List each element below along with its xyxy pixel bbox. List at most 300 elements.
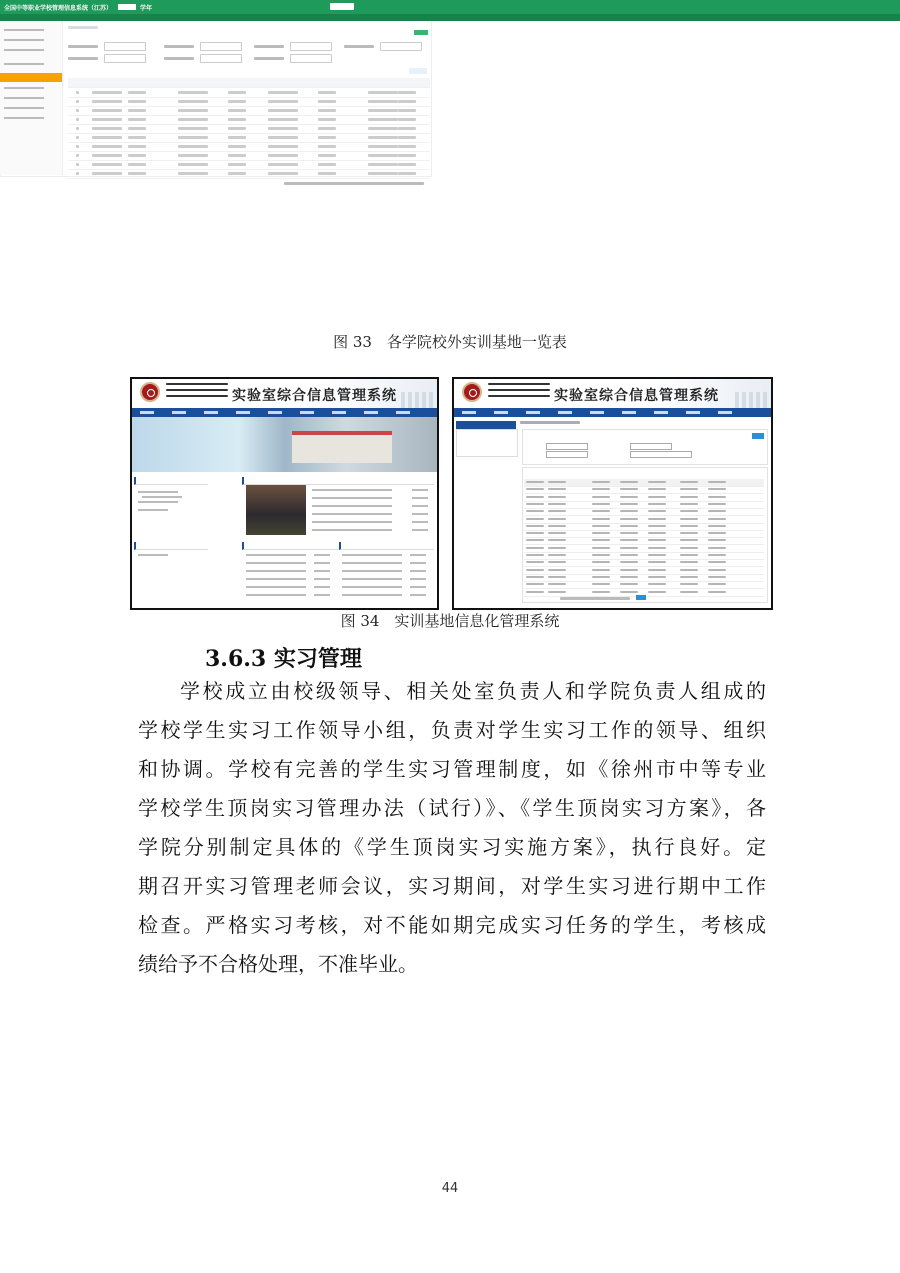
table-cell xyxy=(680,532,698,534)
table-cell xyxy=(620,569,638,571)
table-cell xyxy=(620,532,638,534)
table-cell xyxy=(92,145,122,148)
section-title xyxy=(134,477,208,485)
app-title: 全国中等职业学校管理信息系统（江苏） xyxy=(4,5,113,12)
table-cell xyxy=(708,503,726,505)
table-cell xyxy=(526,554,544,556)
news-item xyxy=(312,505,392,507)
table-cell xyxy=(76,127,79,130)
sidebar-active-item xyxy=(456,421,516,429)
body-paragraph xyxy=(138,675,766,987)
table-cell xyxy=(592,503,610,505)
table-cell xyxy=(648,481,666,483)
sidebar xyxy=(0,21,63,175)
section-title xyxy=(339,542,434,550)
table-cell xyxy=(648,554,666,556)
sidebar-item xyxy=(4,49,44,51)
breadcrumb xyxy=(68,26,98,29)
table-cell xyxy=(526,518,544,520)
table-cell xyxy=(128,154,146,157)
table-cell xyxy=(526,525,544,527)
table-cell xyxy=(92,109,122,112)
news-date xyxy=(412,505,428,507)
table-cell xyxy=(92,100,122,103)
notice-item xyxy=(246,562,306,564)
filter-label xyxy=(254,57,284,60)
regulation-date xyxy=(410,578,426,580)
regulation-item xyxy=(342,594,402,596)
table-cell xyxy=(548,583,566,585)
paragraph-line: 期召开实习管理老师会议，实习期间，对学生实习进行期中工作 xyxy=(138,874,766,898)
table-cell xyxy=(178,109,208,112)
table-header xyxy=(68,78,430,88)
table-cell xyxy=(708,554,726,556)
table-cell xyxy=(268,154,298,157)
filter-input xyxy=(200,54,242,63)
page-number: 44 xyxy=(441,1181,459,1196)
table-cell xyxy=(318,109,336,112)
news-date xyxy=(412,521,428,523)
table-cell xyxy=(648,576,666,578)
sidebar xyxy=(456,429,518,457)
table-cell xyxy=(398,163,416,166)
filter-input xyxy=(104,42,146,51)
table-cell xyxy=(526,481,544,483)
table-cell xyxy=(592,591,610,593)
table-cell xyxy=(76,172,79,175)
table-cell xyxy=(526,576,544,578)
table-cell xyxy=(620,496,638,498)
portal-nav xyxy=(132,408,437,417)
nav-item xyxy=(332,411,346,414)
table-cell xyxy=(548,591,566,593)
table-cell xyxy=(128,91,146,94)
table-cell xyxy=(680,539,698,541)
table-cell xyxy=(128,100,146,103)
table-cell xyxy=(178,163,208,166)
user-info-text xyxy=(138,554,168,556)
table-cell xyxy=(318,127,336,130)
table-cell xyxy=(592,518,610,520)
table-cell xyxy=(92,172,122,175)
table-cell xyxy=(398,172,416,175)
table-cell xyxy=(368,118,398,121)
notice-date xyxy=(314,578,330,580)
regulation-item xyxy=(342,578,402,580)
table-cell xyxy=(592,488,610,490)
table-cell xyxy=(318,172,336,175)
building-image xyxy=(292,431,392,463)
table-cell xyxy=(368,136,398,139)
header-button xyxy=(330,3,354,10)
table-cell xyxy=(708,539,726,541)
table-cell xyxy=(398,91,416,94)
table-cell xyxy=(548,569,566,571)
table-cell xyxy=(526,591,544,593)
table-cell xyxy=(548,488,566,490)
table-cell xyxy=(368,100,398,103)
paragraph-line: 学院分别制定具体的《学生顶岗实习实施方案》，执行良好。定 xyxy=(138,835,766,859)
table-cell xyxy=(548,576,566,578)
table-cell xyxy=(318,100,336,103)
table-cell xyxy=(268,100,298,103)
table-cell xyxy=(268,127,298,130)
table-cell xyxy=(268,118,298,121)
notice-item xyxy=(246,554,306,556)
user-info-text xyxy=(138,509,168,511)
table-cell xyxy=(592,576,610,578)
table-cell xyxy=(708,496,726,498)
banner-image xyxy=(132,417,437,472)
table-cell xyxy=(708,591,726,593)
table-cell xyxy=(318,91,336,94)
section-title xyxy=(134,542,208,550)
table-cell xyxy=(680,503,698,505)
table-cell xyxy=(680,488,698,490)
table-cell xyxy=(318,118,336,121)
table-cell xyxy=(592,510,610,512)
table-cell xyxy=(592,569,610,571)
table-cell xyxy=(526,510,544,512)
table-cell xyxy=(92,136,122,139)
table-cell xyxy=(398,118,416,121)
table-cell xyxy=(548,518,566,520)
sidebar-item xyxy=(4,39,44,41)
table-cell xyxy=(526,561,544,563)
table-cell xyxy=(76,118,79,121)
table-cell xyxy=(548,561,566,563)
table-cell xyxy=(648,583,666,585)
system-title: 实验室综合信息管理系统 xyxy=(232,388,397,404)
table-cell xyxy=(92,91,122,94)
notice-date xyxy=(314,570,330,572)
table-cell xyxy=(526,488,544,490)
table-cell xyxy=(620,481,638,483)
table-cell xyxy=(680,510,698,512)
lab-list-panel xyxy=(520,421,768,605)
notice-date xyxy=(314,554,330,556)
regulation-item xyxy=(342,554,402,556)
user-info-text xyxy=(142,496,182,498)
nav-item xyxy=(300,411,314,414)
figure-33-caption: 图 33 各学院校外实训基地一览表 xyxy=(333,333,567,351)
filter-label xyxy=(68,57,98,60)
news-date xyxy=(412,529,428,531)
skyline-graphic xyxy=(401,392,435,408)
paragraph-line: 学校学生顶岗实习管理办法（试行）》、《学生顶岗实习方案》，各 xyxy=(138,796,766,820)
table-cell xyxy=(128,136,146,139)
table-cell xyxy=(228,154,246,157)
table-cell xyxy=(548,539,566,541)
school-name-logo xyxy=(488,383,550,401)
main-panel xyxy=(64,22,430,175)
table-cell xyxy=(648,518,666,520)
table-cell xyxy=(592,561,610,563)
user-info-text xyxy=(138,501,178,503)
search-input xyxy=(630,451,692,458)
table-cell xyxy=(680,518,698,520)
table-cell xyxy=(592,532,610,534)
table-cell xyxy=(76,154,79,157)
table-cell xyxy=(708,481,726,483)
table-cell xyxy=(76,145,79,148)
top-nav xyxy=(0,14,432,21)
table-cell xyxy=(620,583,638,585)
regulation-date xyxy=(410,562,426,564)
nav-item xyxy=(140,411,154,414)
table-cell xyxy=(228,100,246,103)
news-date xyxy=(412,497,428,499)
regulation-date xyxy=(410,554,426,556)
table-cell xyxy=(680,591,698,593)
table-cell xyxy=(398,136,416,139)
table-cell xyxy=(708,525,726,527)
table-cell xyxy=(228,163,246,166)
table-cell xyxy=(708,532,726,534)
figure-33-screenshot xyxy=(0,0,432,177)
table-cell xyxy=(620,488,638,490)
table-cell xyxy=(648,561,666,563)
table-cell xyxy=(708,518,726,520)
table-cell xyxy=(708,488,726,490)
table-cell xyxy=(368,145,398,148)
sidebar-item xyxy=(4,97,44,99)
table-cell xyxy=(680,496,698,498)
table-cell xyxy=(708,576,726,578)
portal-header xyxy=(132,379,437,408)
table-cell xyxy=(228,136,246,139)
filter-label xyxy=(254,45,284,48)
filter-label xyxy=(164,57,194,60)
table-cell xyxy=(268,136,298,139)
nav-item xyxy=(526,411,540,414)
filter-input xyxy=(290,42,332,51)
search-input xyxy=(546,451,588,458)
table-cell xyxy=(592,481,610,483)
nav-item xyxy=(558,411,572,414)
sidebar-item xyxy=(4,107,44,109)
table-cell xyxy=(368,127,398,130)
table-cell xyxy=(228,118,246,121)
section-heading: 3.6.3 实习管理 xyxy=(205,646,362,672)
filter-label xyxy=(344,45,374,48)
news-date xyxy=(412,489,428,491)
table-cell xyxy=(680,576,698,578)
skyline-graphic xyxy=(735,392,769,408)
table-cell xyxy=(526,583,544,585)
filter-label xyxy=(164,45,194,48)
table-cell xyxy=(368,154,398,157)
table-cell xyxy=(268,145,298,148)
table-cell xyxy=(680,525,698,527)
notice-item xyxy=(246,594,306,596)
table-cell xyxy=(398,100,416,103)
figure-34-lab-list-screenshot xyxy=(452,377,773,610)
table-cell xyxy=(620,510,638,512)
table-cell xyxy=(178,127,208,130)
paragraph-line: 检查。严格实习考核，对不能如期完成实习任务的学生，考核成 xyxy=(138,913,766,937)
table-cell xyxy=(268,163,298,166)
table-cell xyxy=(548,496,566,498)
table-cell xyxy=(92,127,122,130)
nav-item xyxy=(686,411,700,414)
table-cell xyxy=(318,163,336,166)
table-cell xyxy=(228,172,246,175)
table-cell xyxy=(708,569,726,571)
table-cell xyxy=(680,547,698,549)
table-cell xyxy=(526,496,544,498)
news-item xyxy=(312,489,392,491)
table-cell xyxy=(680,583,698,585)
table-cell xyxy=(620,518,638,520)
table-cell xyxy=(368,109,398,112)
table-cell xyxy=(228,109,246,112)
table-cell xyxy=(620,525,638,527)
table-cell xyxy=(76,109,79,112)
nav-item xyxy=(462,411,476,414)
school-logo xyxy=(140,382,160,402)
table-cell xyxy=(526,539,544,541)
regulation-item xyxy=(342,586,402,588)
notice-date xyxy=(314,562,330,564)
table-cell xyxy=(648,488,666,490)
table-cell xyxy=(680,569,698,571)
table-cell xyxy=(398,154,416,157)
news-item xyxy=(312,529,392,531)
nav-item xyxy=(654,411,668,414)
table-cell xyxy=(648,591,666,593)
table-cell xyxy=(398,109,416,112)
table-cell xyxy=(128,109,146,112)
table-cell xyxy=(128,163,146,166)
sidebar-active-item xyxy=(0,73,62,82)
table-cell xyxy=(318,154,336,157)
nav-item xyxy=(590,411,604,414)
news-item xyxy=(312,497,392,499)
sidebar-item xyxy=(4,29,44,31)
search-input xyxy=(546,443,588,450)
news-item xyxy=(312,513,392,515)
regulation-item xyxy=(342,562,402,564)
add-button xyxy=(414,30,428,35)
section-title xyxy=(242,542,339,550)
table-cell xyxy=(592,539,610,541)
notice-item xyxy=(246,570,306,572)
filter-label xyxy=(68,45,98,48)
sidebar-item xyxy=(4,87,44,89)
table-cell xyxy=(548,547,566,549)
table-cell xyxy=(76,100,79,103)
section-title xyxy=(242,477,434,485)
notice-item xyxy=(246,586,306,588)
table-cell xyxy=(398,127,416,130)
table-cell xyxy=(648,547,666,549)
table-cell xyxy=(526,503,544,505)
user-info-text xyxy=(138,491,178,493)
table-cell xyxy=(76,163,79,166)
table-cell xyxy=(228,127,246,130)
breadcrumb xyxy=(520,421,580,424)
table-cell xyxy=(680,561,698,563)
notice-item xyxy=(246,578,306,580)
table-cell xyxy=(128,172,146,175)
table-cell xyxy=(648,532,666,534)
table-cell xyxy=(128,127,146,130)
paragraph-line: 学校学生实习工作领导小组，负责对学生实习工作的领导、组织 xyxy=(138,718,766,742)
table-cell xyxy=(708,583,726,585)
table-cell xyxy=(548,532,566,534)
table-cell xyxy=(648,503,666,505)
search-input xyxy=(630,443,672,450)
filter-input xyxy=(200,42,242,51)
table-cell xyxy=(178,172,208,175)
table-cell xyxy=(228,91,246,94)
table-cell xyxy=(92,154,122,157)
regulation-date xyxy=(410,570,426,572)
table-cell xyxy=(648,525,666,527)
regulation-date xyxy=(410,586,426,588)
table-cell xyxy=(92,163,122,166)
table-row xyxy=(68,169,430,177)
table-cell xyxy=(128,118,146,121)
table-cell xyxy=(648,569,666,571)
table-cell xyxy=(318,145,336,148)
year-label: 学年 xyxy=(140,5,153,12)
nav-item xyxy=(204,411,218,414)
table-cell xyxy=(648,539,666,541)
table-cell xyxy=(76,91,79,94)
nav-item xyxy=(494,411,508,414)
table-cell xyxy=(526,532,544,534)
table-cell xyxy=(526,569,544,571)
table-cell xyxy=(228,145,246,148)
nav-item xyxy=(236,411,250,414)
table-cell xyxy=(548,503,566,505)
table-cell xyxy=(268,109,298,112)
paragraph-line: 学校成立由校级领导、相关处室负责人和学院负责人组成的 xyxy=(180,679,766,703)
table-cell xyxy=(548,525,566,527)
nav-item xyxy=(364,411,378,414)
export-button xyxy=(409,68,427,74)
go-button xyxy=(636,595,646,600)
news-date xyxy=(412,513,428,515)
table-cell xyxy=(178,100,208,103)
paragraph-line: 绩给予不合格处理，不准毕业。 xyxy=(138,952,418,976)
table-cell xyxy=(368,163,398,166)
table-cell xyxy=(178,136,208,139)
system-header xyxy=(454,379,771,408)
table-cell xyxy=(128,145,146,148)
table-cell xyxy=(178,91,208,94)
table-cell xyxy=(178,154,208,157)
table-cell xyxy=(708,561,726,563)
table-cell xyxy=(592,525,610,527)
table-cell xyxy=(592,547,610,549)
system-title: 实验室综合信息管理系统 xyxy=(554,388,719,404)
sidebar-item xyxy=(4,63,44,65)
table-cell xyxy=(398,145,416,148)
table-cell xyxy=(620,503,638,505)
paragraph-line: 和协调。学校有完善的学生实习管理制度，如《徐州市中等专业 xyxy=(138,757,766,781)
table-cell xyxy=(268,172,298,175)
regulation-date xyxy=(410,594,426,596)
table-cell xyxy=(680,554,698,556)
table-cell xyxy=(548,481,566,483)
nav-item xyxy=(396,411,410,414)
sidebar-item xyxy=(4,117,44,119)
school-logo xyxy=(462,382,482,402)
nav-item xyxy=(718,411,732,414)
